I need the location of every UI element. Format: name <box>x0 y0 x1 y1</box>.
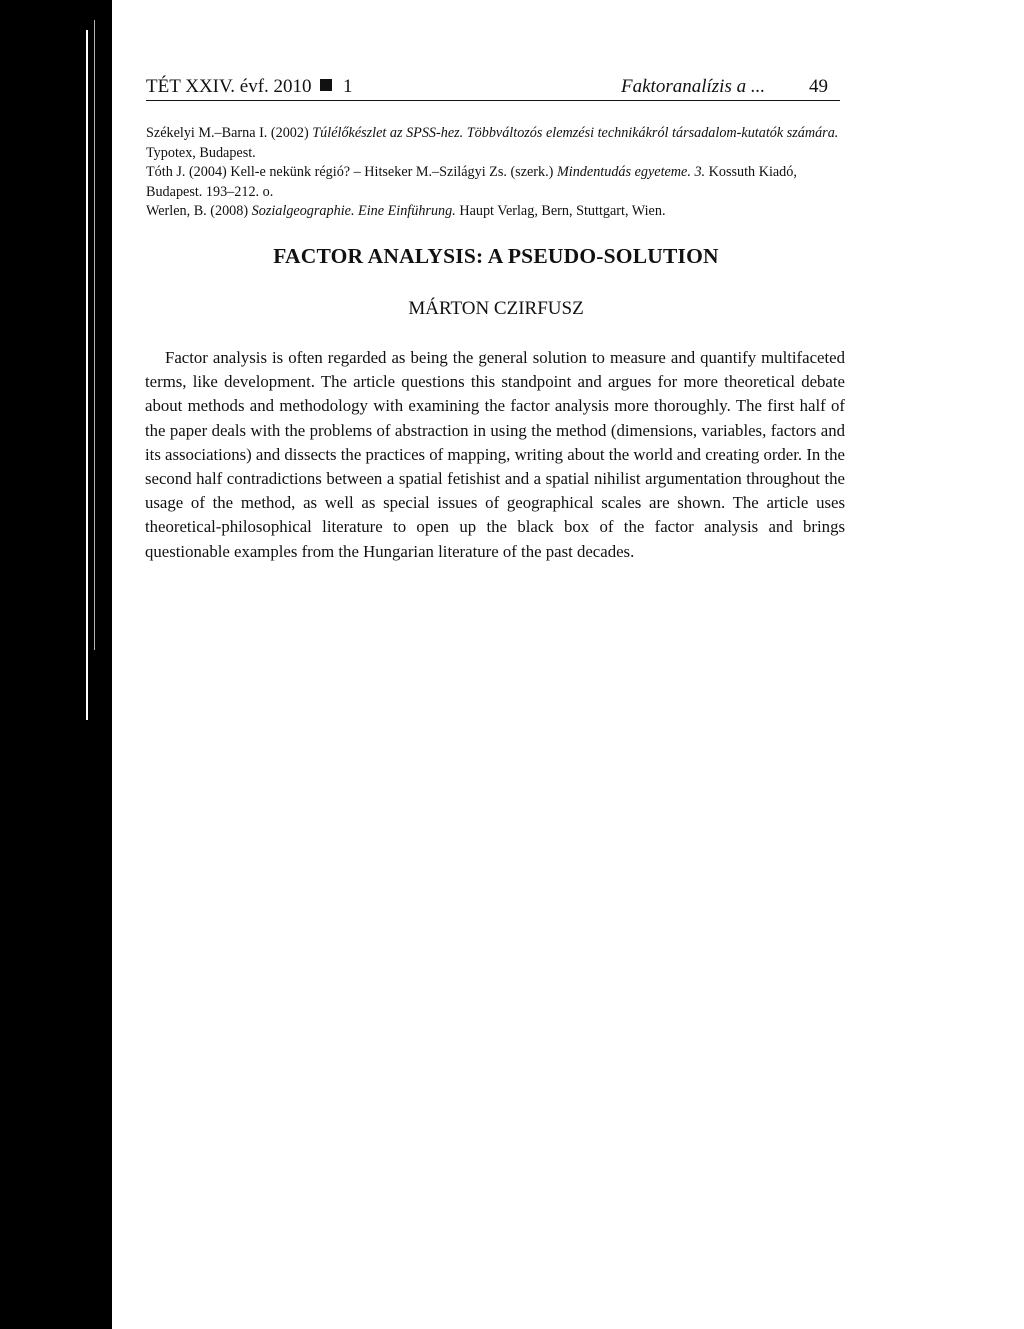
journal-issue <box>146 74 353 100</box>
running-title: Faktoranalízis a ... <box>621 76 766 97</box>
reference-title: Mindentudás egyeteme. 3. <box>556 164 706 180</box>
reference-author-year: Székelyi M.–Barna I. (2002) <box>146 125 309 141</box>
square-bullet-icon <box>320 79 332 91</box>
reference-item <box>146 163 846 202</box>
reference-publisher: Kossuth Kiadó, Budapest. 193–212. o. <box>146 164 797 200</box>
scan-edge-line-1 <box>86 30 88 720</box>
scan-edge-line-2 <box>94 20 95 650</box>
reference-author-year: Tóth J. (2004) Kell-e nekünk régió? – Hitseker M.–Szilágyi Zs. (szerk.) <box>146 164 554 180</box>
journal-name: TÉT XXIV. évf. 2010 <box>146 76 312 97</box>
reference-item <box>146 202 846 222</box>
running-header <box>146 74 840 101</box>
reference-publisher: Typotex, Budapest. <box>146 144 256 161</box>
reference-title: Sozialgeographie. Eine Einführung. <box>251 203 456 219</box>
document-page <box>112 0 1024 1329</box>
reference-publisher: Haupt Verlag, Bern, Stuttgart, Wien. <box>459 203 666 219</box>
page-number: 49 <box>809 76 828 97</box>
reference-title: Túlélőkészlet az SPSS-hez. Többváltozós elemzési technikákról társadalom-kutatók számára. <box>312 125 839 141</box>
article-author: MÁRTON CZIRFUSZ <box>408 298 584 319</box>
reference-list <box>146 124 846 222</box>
article-title: FACTOR ANALYSIS: A PSEUDO-SOLUTION <box>273 244 719 268</box>
reference-item <box>146 124 846 163</box>
issue-number: 1 <box>343 76 353 97</box>
article-abstract: Factor analysis is often regarded as being the general solution to measure and quantify multifaceted terms, like development. The article questions this standpoint and argues for more theoretical debate about methods and methodology with examining the factor analysis more thoroughly. The first half of the paper deals with the problems of abstraction in using the method (dimensions, variables, factors and its associations) and dissects the practices of mapping, writing about the world and creating order. In the second half contradictions between a spatial fetishist and a spatial nihilist argumentation throughout the usage of the method, as well as special issues of geographical scales are shown. The article uses theoretical-philosophical literature to open up the black box of the factor analysis and brings questionable examples from the Hungarian literature of the past decades. <box>145 348 845 561</box>
reference-author-year: Werlen, B. (2008) <box>146 203 249 219</box>
